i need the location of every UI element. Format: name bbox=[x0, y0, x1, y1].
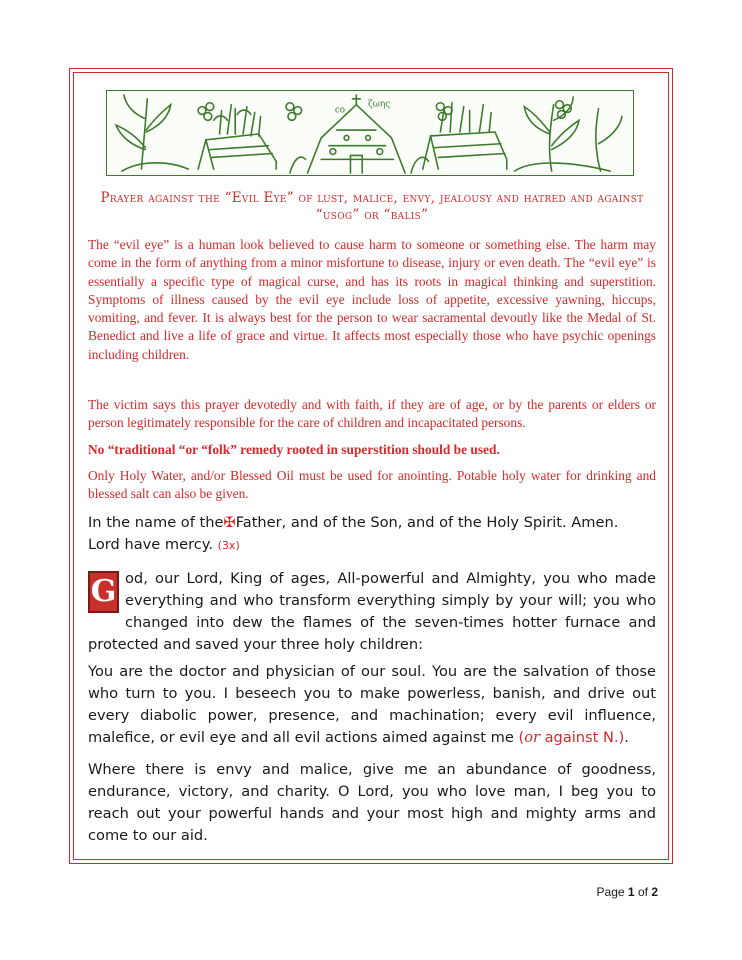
dropcap-letter: G bbox=[88, 571, 119, 613]
or-bracket-open: ( bbox=[518, 729, 525, 746]
prayer-paragraph-2 bbox=[88, 661, 656, 749]
against-word: against bbox=[539, 729, 604, 746]
current-page: 1 bbox=[627, 885, 635, 899]
cross-icon: ✠ bbox=[223, 514, 236, 531]
total-pages: 2 bbox=[651, 885, 658, 899]
invocation-prefix: In the name of the bbox=[88, 514, 224, 531]
superstition-warning: No “traditional “or “folk” remedy rooted in superstition should be used. bbox=[88, 442, 500, 457]
or-word: or bbox=[524, 729, 540, 746]
prayer-p2-end: . bbox=[624, 729, 629, 746]
anointing-note: Only Holy Water, and/or Blessed Oil must be used for anointing. Potable holy water for drinking and blessed salt can also be given. bbox=[88, 468, 656, 502]
of-word: of bbox=[637, 885, 648, 899]
prayer-paragraph-3: Where there is envy and malice, give me an abundance of goodness, endurance, victory, and charity. O Lord, you who love man, I beg you to reach out your powerful hands and your most high and mighty arms and come to our aid. bbox=[88, 761, 656, 844]
repeat-count: (3x) bbox=[217, 539, 240, 552]
invocation bbox=[88, 512, 656, 557]
decorative-banner bbox=[106, 90, 634, 176]
prayer-p1-text: od, our Lord, King of ages, All-powerful and Almighty, you who made everything and who transform everything simply by your will; you who changed into dew the flames of the seven-times hotter furnace and protected and saved your three holy children: bbox=[88, 570, 656, 653]
invocation-suffix: Father, and of the Son, and of the Holy Spirit. Amen. bbox=[235, 514, 619, 531]
prayer-p2-text: You are the doctor and physician of our soul. You are the salvation of those who turn to you. I beseech you to make powerless, banish, and drive out every diabolic power, presence, and machination; every evil influence, malefice, or evil eye and all evil actions aimed against me bbox=[88, 663, 656, 746]
page-number bbox=[540, 885, 658, 899]
prayer-paragraph-1 bbox=[88, 568, 656, 656]
banner-inscription-left: co bbox=[334, 105, 346, 116]
page-title: Prayer against the “Evil Eye” of lust, malice, envy, jealousy and hatred and against “usog” or “balis” bbox=[100, 190, 644, 223]
garden-illustration bbox=[107, 91, 633, 175]
victim-note: The victim says this prayer devotedly and with faith, if they are of age, or by the parents or elders or person legitimately responsible for the care of children and incapacitated persons. bbox=[88, 397, 656, 431]
page-word: Page bbox=[596, 885, 625, 899]
name-placeholder: N.) bbox=[603, 729, 625, 746]
intro-paragraph: The “evil eye” is a human look believed to cause harm to someone or something else. The harm may come in the form of anything from a minor misfortune to disease, injury or even death. The “evil eye” is essentially a specific type of magical curse, and has its roots in magical thinking and superstition. Symptoms of illness caused by the evil eye include loss of appetite, excessive yawning, hiccups, vomiting, and fever. It is always best for the person to wear sacramental devoutly like the Medal of St. Benedict and live a life of grace and virtue. It affects most especially those who have psychic openings including children. bbox=[88, 237, 656, 362]
lord-have-mercy: Lord have mercy. bbox=[88, 536, 213, 553]
banner-inscription-right: ζωης bbox=[368, 99, 391, 110]
